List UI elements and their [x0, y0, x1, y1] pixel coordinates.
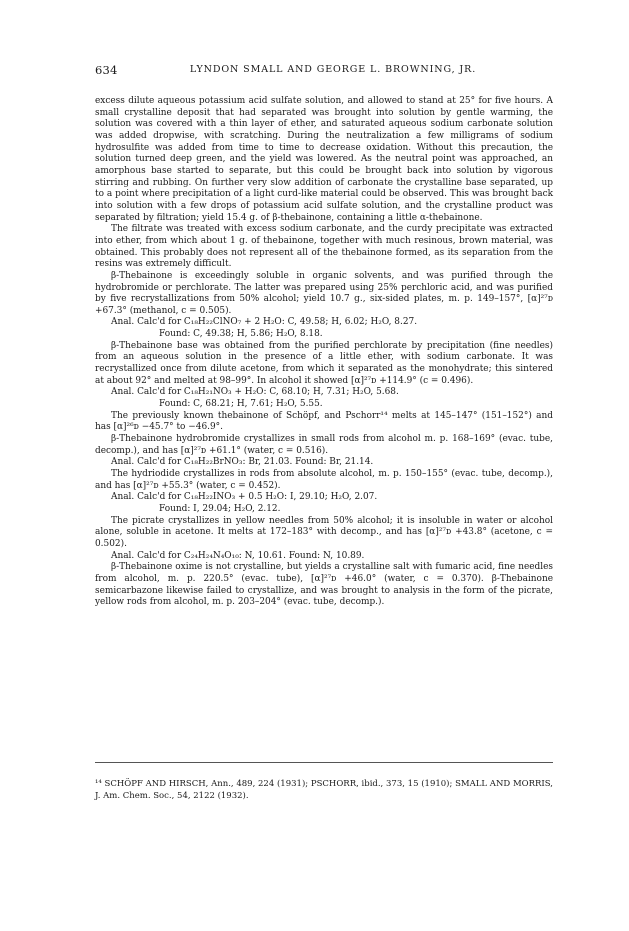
- paragraph: β-Thebainone is exceedingly soluble in organic solvents, and was purified through the hydrobromide or perchlorate. The latter was prepared using 25% perchloric acid, and was purified by five recrystallizations from 50% alcohol; yield 10.7 g., six-sided plates, m. p. 149–157°, [α]²⁷ᴅ +67.3° (methanol, c = 0.505).: [95, 270, 553, 316]
- paragraph: β-Thebainone oxime is not crystalline, but yields a crystalline salt with fumaric acid, fine needles from alcohol, m. p. 220.5° (evac. tube), [α]²⁷ᴅ +46.0° (water, c = 0.370). β-Thebainone semicarbazone likewise failed to crystallize, and was brought to analysis in the form of the picrate, yellow rods from alcohol, m. p. 203–204° (evac. tube, decomp.).: [95, 562, 553, 608]
- paragraph: β-Thebainone hydrobromide crystallizes in small rods from alcohol m. p. 168–169° (evac. tube, decomp.), and has [α]²⁷ᴅ +61.1° (water, c = 0.516).: [95, 434, 553, 456]
- footnote-14: ¹⁴ SCHÖPF AND HIRSCH, Ann., 489, 224 (1931); PSCHORR, ibid., 373, 15 (1910); SMALL AND MORRIS, J. Am. Chem. Soc., 54, 2122 (1932).: [95, 779, 553, 801]
- analysis-found: Found: I, 29.04; H₂O, 2.12.: [159, 503, 281, 514]
- paragraph: The previously known thebainone of Schöpf, and Pschorr¹⁴ melts at 145–147° (151–152°) and has [α]²⁶ᴅ −45.7° to −46.9°.: [95, 410, 553, 433]
- running-head: LYNDON SMALL AND GEORGE L. BROWNING, JR.: [189, 64, 477, 75]
- analysis-found: Found: C, 68.21; H, 7.61; H₂O, 5.55.: [159, 399, 323, 410]
- paragraph: The picrate crystallizes in yellow needles from 50% alcohol; it is insoluble in water or alcohol alone, soluble in acetone. It melts at 172–183° with decomp., and has [α]²⁷ᴅ +43.8° (acetone, c = 0.502).: [95, 515, 553, 549]
- footnotes: [95, 778, 553, 802]
- analysis-line: Anal. Calc'd for C₂₄H₂₄N₄O₁₀: N, 10.61. Found: N, 10.89.: [111, 550, 365, 561]
- paragraph: excess dilute aqueous potassium acid sulfate solution, and allowed to stand at 25° for five hours. A small crystalline deposit that had separated was brought into solution by gentle warming, the solution was covered with a thin layer of ether, and saturated aqueous sodium carbonate solution was added dropwise, with scratching. During the neutralization a few milligrams of sodium hydrosulfite was added from time to time to decrease oxidation. Without this precaution, the solution turned deep green, and the yield was lowered. As the neutral point was approached, an amorphous base started to separate, but this could be brought back into solution by vigorous stirring and rubbing. On further very slow addition of carbonate the crystalline base separated, up to a point where precipitation of a light curd-like material could be observed. This was brought back into solution with a few drops of potassium acid sulfate solution, and the crystalline product was separated by filtration; yield 15.4 g. of β-thebainone, containing a little α-thebainone.: [95, 96, 553, 223]
- paragraph: The hydriodide crystallizes in rods from absolute alcohol, m. p. 150–155° (evac. tube, decomp.), and has [α]²⁷ᴅ +55.3° (water, c = 0.452).: [95, 469, 553, 491]
- article-body: [95, 96, 553, 609]
- paragraph: The filtrate was treated with excess sodium carbonate, and the curdy precipitate was extracted into ether, from which about 1 g. of thebainone, together with much resinous, brown material, was obtained. This probably does not represent all of the thebainone formed, as its separation from the resins was extremely difficult.: [95, 224, 553, 270]
- analysis-calculated: Anal. Calc'd for C₁₈H₂₂ClNO₇ + 2 H₂O: C, 49.58; H, 6.02; H₂O, 8.27.: [111, 317, 418, 328]
- analysis-found: Found: C, 49.38; H, 5.86; H₂O, 8.18.: [159, 329, 323, 340]
- footnote-divider: [95, 762, 553, 763]
- analysis-calculated: Anal. Calc'd for C₁₈H₂₂INO₃ + 0.5 H₂O: I, 29.10; H₂O, 2.07.: [111, 492, 378, 503]
- analysis-line: Anal. Calc'd for C₁₈H₂₂BrNO₃: Br, 21.03. Found: Br, 21.14.: [111, 457, 374, 468]
- page-number: 634: [95, 63, 118, 77]
- paragraph: β-Thebainone base was obtained from the purified perchlorate by precipitation (fine needles) from an aqueous solution in the presence of a little ether, with sodium carbonate. It was recrystallized once from dilute acetone, from which it separated as the monohydrate; this sintered at about 92° and melted at 98–99°. In alcohol it showed [α]²⁷ᴅ +114.9° (c = 0.496).: [95, 340, 553, 386]
- analysis-calculated: Anal. Calc'd for C₁₈H₂₁NO₃ + H₂O: C, 68.10; H, 7.31; H₂O, 5.68.: [111, 387, 399, 398]
- page-header: [95, 63, 551, 77]
